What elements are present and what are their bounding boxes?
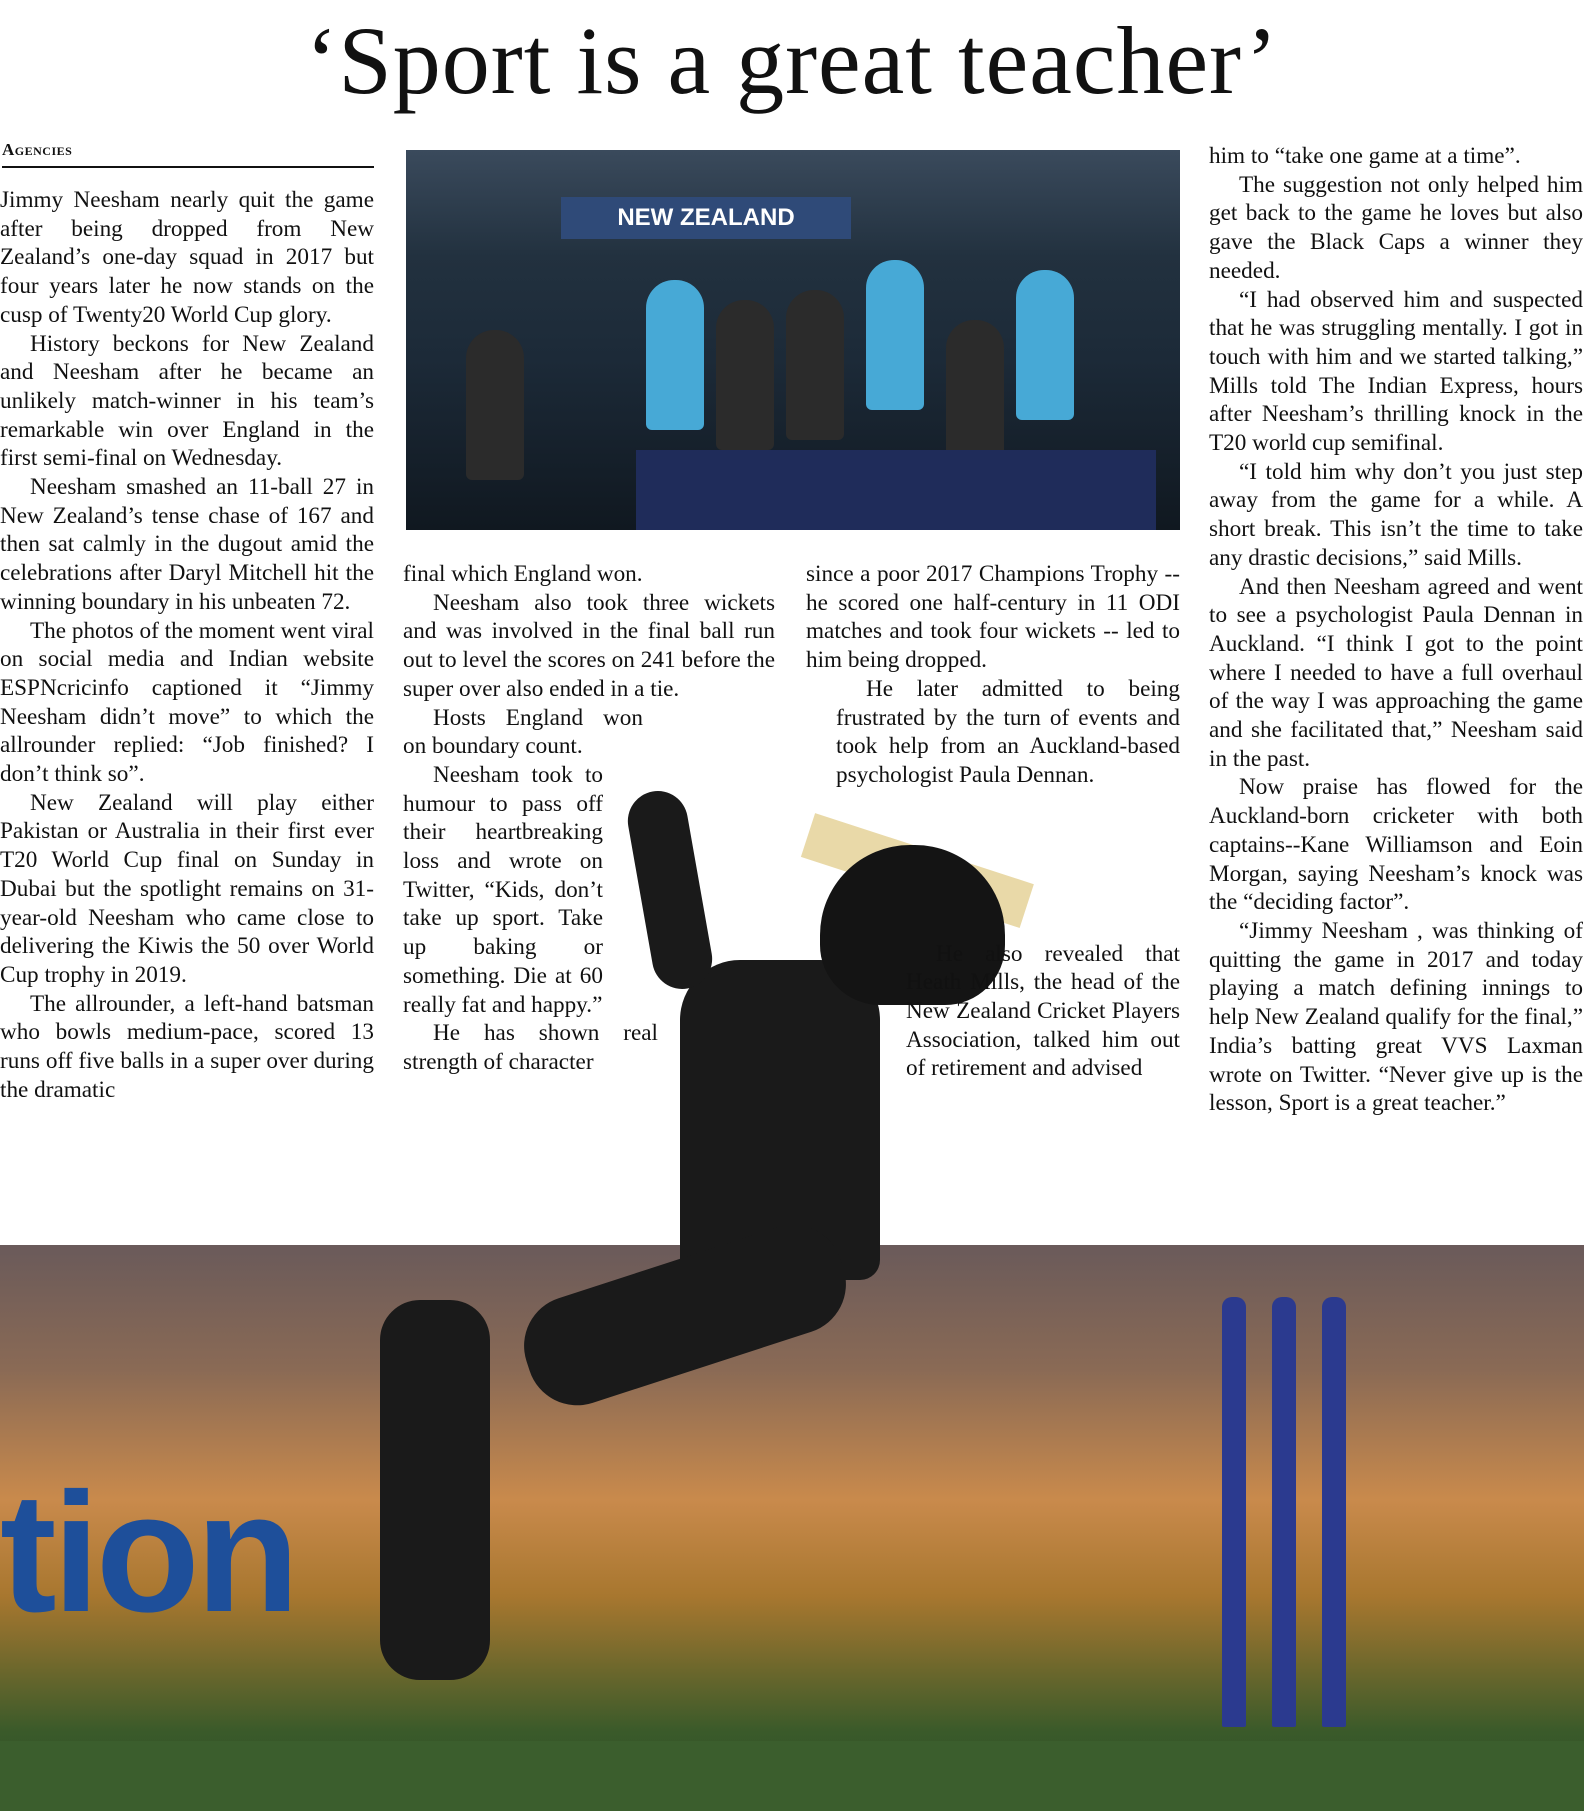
team-celebration-photo: [406, 150, 1180, 530]
batter-pad: [380, 1300, 490, 1680]
paragraph: him to “take one game at a time”.: [1209, 143, 1521, 169]
paragraph: Hosts England won on boundary count.: [403, 704, 643, 760]
player-figure: [716, 300, 774, 450]
paragraph: Jimmy Neesham nearly quit the game after being dropped from New Zealand’s one-day squad in 2017 but four years later he now stands on the cusp of Twenty20 World Cup glory.: [0, 187, 374, 328]
article-column-2: [403, 560, 775, 1077]
ad-board-text: tion: [0, 1458, 296, 1648]
player-figure: [946, 320, 1004, 470]
stump: [1222, 1297, 1246, 1727]
pitch-grass: [0, 1741, 1584, 1811]
player-figure: [786, 290, 844, 440]
paragraph: He also revealed that Heath Mills, the head of the New Zealand Cricket Players Association, talked him out of retirement and advised: [906, 940, 1180, 1082]
stump: [1272, 1297, 1296, 1727]
paragraph: Neesham took to humour to pass off their heartbreaking loss and wrote on Twitter, “Kids, don’t take up sport. Take up baking or something. Die at 60 really fat and happy.”: [403, 761, 603, 1018]
paragraph: He later admitted to being frustrated by the turn of events and took help from an Auckland-based psychologist Paula Dennan.: [836, 675, 1180, 788]
paragraph: Now praise has flowed for the Auckland-born cricketer with both captains--Kane Williamson and Eoin Morgan, saying Neesham’s knock was the “deciding factor”.: [1209, 774, 1583, 916]
paragraph: “I had observed him and suspected that he was struggling mentally. I got in touch with him and we started talking,” Mills told The Indian Express, hours after Neesham’s thrilling knock in the T20 world cup semifinal.: [1209, 286, 1583, 457]
player-figure: [1016, 270, 1074, 420]
paragraph: Neesham also took three wickets and was involved in the final ball run out to level the scores on 241 before the super over also ended in a tie.: [403, 589, 775, 702]
photo-banner: NEW ZEALAND: [561, 197, 851, 239]
paragraph: He has shown real strength of character: [403, 1020, 658, 1075]
paragraph: final which England won.: [403, 561, 643, 587]
player-figure: [466, 330, 524, 480]
article-column-4: [1209, 142, 1583, 1118]
paragraph: And then Neesham agreed and went to see a psychologist Paula Dennan in Auckland. “I think I got to the point where I needed to have a full overhaul of the way I was approaching the game and she facilitated that,” Neesham said in the past.: [1209, 573, 1583, 772]
byline: Agencies: [2, 140, 374, 168]
paragraph: The suggestion not only helped him get back to the game he loves but also gave the Black Caps a winner they needed.: [1209, 171, 1583, 284]
article-column-1: [0, 186, 374, 1105]
player-figure: [866, 260, 924, 410]
paragraph: The allrounder, a left-hand batsman who bowls medium-pace, scored 13 runs off five balls in a super over during the dramatic: [0, 990, 374, 1103]
article-column-3: [806, 560, 1180, 1083]
paragraph: The photos of the moment went viral on social media and Indian website ESPNcricinfo captioned it “Jimmy Neesham didn’t move” to which the allrounder replied: “Job finished? I don’t think so”.: [0, 617, 374, 788]
paragraph: History beckons for New Zealand and Neesham after he became an unlikely match-winner in his team’s remarkable win over England in the first semi-final on Wednesday.: [0, 330, 374, 472]
dugout-desk: [636, 450, 1156, 530]
player-figure: [646, 280, 704, 430]
paragraph: New Zealand will play either Pakistan or Australia in their first ever T20 World Cup final on Sunday in Dubai but the spotlight remains on 31-year-old Neesham who came close to delivering the Kiwis the 50 over World Cup trophy in 2019.: [0, 789, 374, 988]
stump: [1322, 1297, 1346, 1727]
paragraph: since a poor 2017 Champions Trophy -- he scored one half-century in 11 ODI matches and took four wickets -- led to him being dropped.: [806, 561, 1180, 674]
headline: ‘Sport is a great teacher’: [305, 7, 1279, 114]
paragraph: “I told him why don’t you just step away from the game for a while. A short break. This isn’t the time to take any drastic decisions,” said Mills.: [1209, 458, 1583, 571]
paragraph: Neesham smashed an 11-ball 27 in New Zealand’s tense chase of 167 and then sat calmly in the dugout amid the celebrations after Daryl Mitchell hit the winning boundary in his unbeaten 72.: [0, 474, 374, 615]
paragraph: “Jimmy Neesham , was thinking of quitting the game in 2017 and today playing a match defining innings to help New Zealand qualify for the final,” India’s batting great VVS Laxman wrote on Twitter. “Never give up is the lesson, Sport is a great teacher.”: [1209, 917, 1583, 1117]
